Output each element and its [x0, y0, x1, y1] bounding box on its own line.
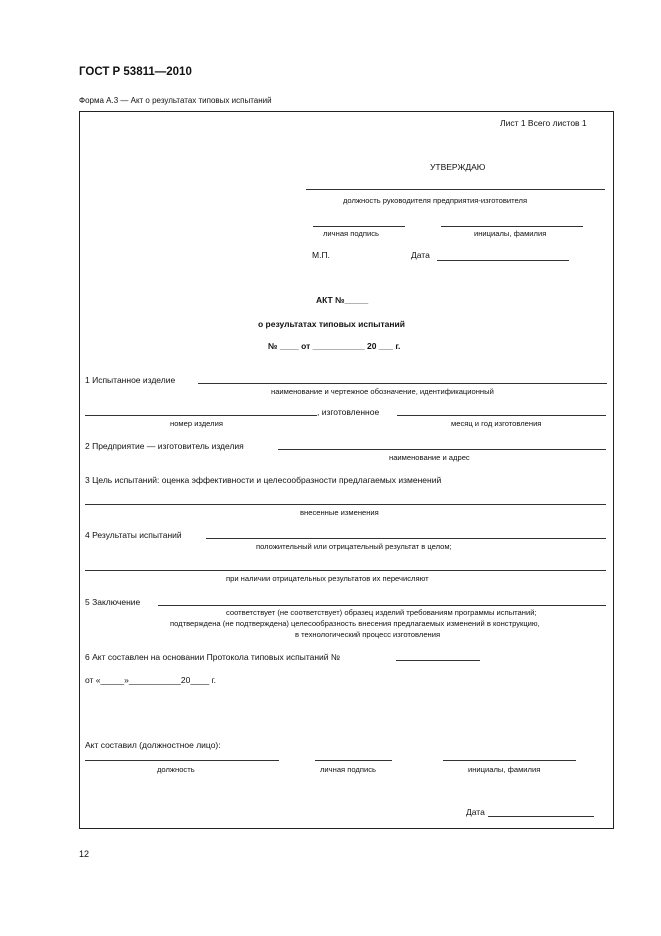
item5-caption2: подтверждена (не подтверждена) целесообразность внесения предлагаемых изменений в конструкцию,: [170, 619, 540, 628]
compiler-position-caption: должность: [157, 765, 195, 774]
item4-line: [206, 538, 606, 539]
item2-line: [278, 449, 606, 450]
item2-caption: наименование и адрес: [389, 453, 470, 462]
form-frame: [79, 111, 614, 829]
item6-number-line: [396, 660, 480, 661]
item5-label: 5 Заключение: [85, 597, 141, 607]
item4-line2: [85, 570, 606, 571]
compiler-signature-caption: личная подпись: [320, 765, 376, 774]
signature-line: [313, 226, 405, 227]
item5-line: [158, 605, 606, 606]
approve-date-label: Дата: [411, 250, 430, 260]
act-title: АКТ №_____: [316, 295, 369, 305]
item1-date-line: [397, 415, 606, 416]
item4-caption2: при наличии отрицательных результатов их перечисляют: [226, 574, 429, 583]
compiler-signature-line: [315, 760, 392, 761]
initials-caption: инициалы, фамилия: [474, 229, 547, 238]
compiler-label: Акт составил (должностное лицо):: [85, 740, 221, 750]
compiler-position-line: [85, 760, 279, 761]
item1-line: [198, 383, 607, 384]
item1-caption: наименование и чертежное обозначение, идентификационный: [271, 387, 494, 396]
approve-date-line: [437, 260, 569, 261]
initials-line: [441, 226, 583, 227]
item5-caption3: в технологический процесс изготовления: [295, 630, 441, 639]
compiler-initials-caption: инициалы, фамилия: [468, 765, 541, 774]
item6-date-line: от «_____»___________20____ г.: [85, 675, 217, 685]
compiler-initials-line: [443, 760, 576, 761]
footer-date-line: [488, 816, 594, 817]
approve-title: УТВЕРЖДАЮ: [430, 162, 486, 172]
form-caption: Форма А.3 — Акт о результатах типовых испытаний: [79, 96, 272, 105]
position-line: [306, 189, 605, 190]
signature-caption: личная подпись: [323, 229, 379, 238]
item2-label: 2 Предприятие — изготовитель изделия: [85, 441, 244, 451]
item3-line: [85, 504, 606, 505]
position-caption: должность руководителя предприятия-изготовителя: [343, 196, 528, 205]
item1-label: 1 Испытанное изделие: [85, 375, 176, 385]
item5-caption1: соответствует (не соответствует) образец изделий требованиям программы испытаний;: [226, 608, 537, 617]
item3-label: 3 Цель испытаний: оценка эффективности и целесообразности предлагаемых изменений: [85, 475, 442, 485]
item1-number-caption: номер изделия: [170, 419, 223, 428]
item4-label: 4 Результаты испытаний: [85, 530, 182, 540]
act-subtitle: о результатах типовых испытаний: [258, 319, 405, 329]
stamp-label: М.П.: [312, 250, 330, 260]
item6-label: 6 Акт составлен на основании Протокола типовых испытаний №: [85, 652, 341, 662]
item4-caption1: положительный или отрицательный результат в целом;: [256, 542, 452, 551]
item1-date-caption: месяц и год изготовления: [451, 419, 542, 428]
sheet-info: Лист 1 Всего листов 1: [500, 118, 587, 128]
footer-date-label: Дата: [466, 807, 485, 817]
item3-caption: внесенные изменения: [300, 508, 379, 517]
standard-number: ГОСТ Р 53811—2010: [79, 66, 192, 78]
item1-number-line: [85, 415, 317, 416]
act-number-line: № ____ от ___________ 20 ___ г.: [268, 341, 401, 351]
item1-made-label: , изготовленное: [317, 407, 380, 417]
page-number: 12: [79, 849, 90, 859]
